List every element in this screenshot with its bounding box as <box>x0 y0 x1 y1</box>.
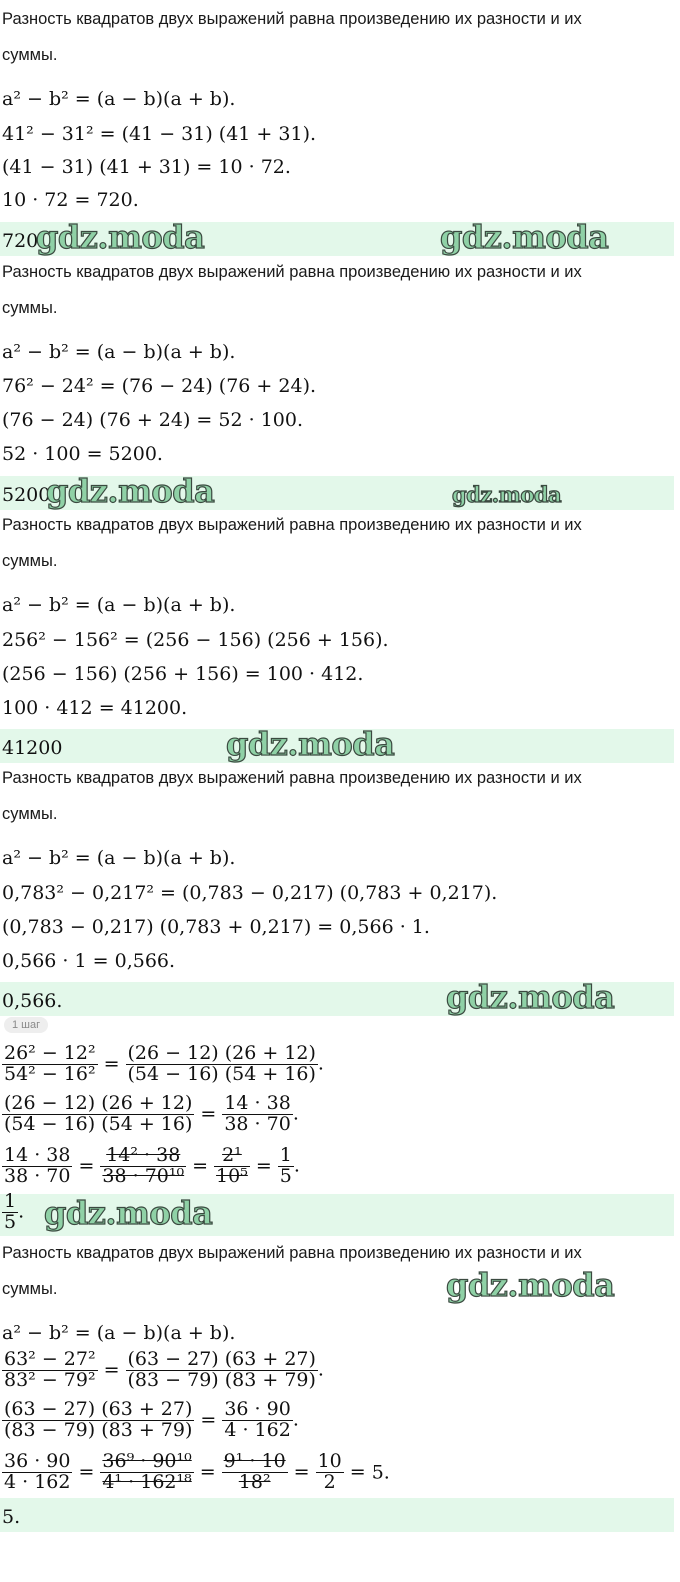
watermark: gdz.moda <box>446 978 615 1016</box>
expr-line-3: 52 · 100 = 5200. <box>2 443 163 465</box>
fraction-denominator: 83² − 79² <box>4 1368 96 1391</box>
fraction-numerator: 36 · 90 <box>4 1452 71 1472</box>
fraction-numerator: (63 − 27) (63 + 27) <box>127 1350 316 1370</box>
answer-band <box>0 725 674 763</box>
fraction <box>100 1146 186 1187</box>
answer-band <box>0 218 674 256</box>
fraction-row-2: $\frac{(63 - 27) (63 + 27)}{(83 - 79) (83 + 79)}$ = $\frac{36 \cdot 90}{4 \cdot 162}$ . <box>4 1400 299 1441</box>
answer-text: 41200 <box>2 737 63 759</box>
fraction <box>222 1452 288 1493</box>
answer-fraction: $\frac{1}{5}$ . <box>4 1190 25 1233</box>
fraction-numerator: 26² − 12² <box>4 1044 96 1064</box>
fraction-numerator: 1 <box>4 1190 17 1212</box>
answer-band <box>0 978 674 1016</box>
fraction <box>214 1146 250 1187</box>
expr-line-2: (41 − 31) (41 + 31) = 10 · 72. <box>2 156 291 178</box>
expr-line-2: (76 − 24) (76 + 24) = 52 · 100. <box>2 409 303 431</box>
answer-text: 5200 <box>2 484 51 506</box>
fraction-denominator: 4 · 162 <box>224 1418 291 1441</box>
fraction-row-1: $\frac{\text{26² − 12²}}{\text{54² − 16²}}$ = $\frac{(26 - 12) (26 + 12)}{(54 - 16) (54 + 16)}$ . <box>4 1044 324 1085</box>
expr-line-2: (256 − 156) (256 + 156) = 100 · 412. <box>2 663 364 685</box>
fraction-numerator: 63² − 27² <box>4 1350 96 1370</box>
expr-line-3: 0,566 · 1 = 0,566. <box>2 950 176 972</box>
fraction <box>2 1094 194 1135</box>
watermark: gdz.moda <box>452 482 562 507</box>
fraction <box>2 1350 98 1391</box>
fraction <box>2 1400 194 1441</box>
expr-line-3: 10 · 72 = 720. <box>2 189 139 211</box>
fraction-numerator: 36 · 90 <box>224 1400 291 1420</box>
fraction <box>2 1146 72 1187</box>
formula: a² − b² = (a − b)(a + b). <box>2 847 236 869</box>
fraction-numerator: 14 · 38 <box>224 1094 291 1114</box>
fraction-denominator: 2 <box>323 1470 336 1493</box>
fraction-denominator: 4 · 162 <box>4 1470 71 1493</box>
fraction-denominator: 5 <box>279 1164 292 1187</box>
fraction-row-3: $\frac{14 \cdot 38}{38 \cdot 70}$ = $\frac{\text{14² · 38}}{\text{38 · 70¹⁰}}$ = $\frac{\text{2¹}}{\text{10⁵}}$ = $\frac{1}{5}$ . <box>4 1146 300 1187</box>
fraction-numerator: 36⁹ · 90¹⁰ <box>102 1452 192 1472</box>
fraction <box>316 1452 344 1493</box>
rule-line-2: суммы. <box>2 805 58 823</box>
fraction <box>126 1350 318 1391</box>
answer-band <box>0 1498 674 1532</box>
expr-line-1: 76² − 24² = (76 − 24) (76 + 24). <box>2 375 317 397</box>
rule-line-1: Разность квадратов двух выражений равна произведению их разности и их <box>2 263 582 281</box>
rule-line-2: суммы. <box>2 299 58 317</box>
fraction <box>2 1452 72 1493</box>
fraction-numerator: 10 <box>317 1452 342 1472</box>
watermark: gdz.moda <box>226 725 395 763</box>
fraction-row-2: $\frac{(26 - 12) (26 + 12)}{(54 - 16) (54 + 16)}$ = $\frac{14 \cdot 38}{38 \cdot 70}$ . <box>4 1094 299 1135</box>
fraction-denominator: (83 − 79) (83 + 79) <box>127 1368 316 1391</box>
rule-line-1: Разность квадратов двух выражений равна произведению их разности и их <box>2 1244 582 1262</box>
fraction-numerator: 14² · 38 <box>100 1146 186 1167</box>
expr-line-1: 0,783² − 0,217² = (0,783 − 0,217) (0,783 + 0,217). <box>2 882 498 904</box>
fraction <box>126 1044 318 1085</box>
fraction-numerator: (63 − 27) (63 + 27) <box>4 1400 193 1420</box>
fraction-denominator: 38 · 70 <box>4 1164 71 1187</box>
rule-line-2: суммы. <box>2 552 58 570</box>
fraction-row-1: $\frac{\text{63² − 27²}}{\text{83² − 79²}}$ = $\frac{(63 - 27) (63 + 27)}{(83 - 79) (83 + 79)}$ . <box>4 1350 324 1391</box>
fraction <box>100 1452 193 1493</box>
fraction-denominator: 10⁵ <box>216 1164 248 1187</box>
fraction-denominator: (83 − 79) (83 + 79) <box>4 1418 193 1441</box>
fraction-denominator: 18² <box>238 1470 271 1493</box>
rule-line-2: суммы. <box>2 46 58 64</box>
answer-text: 0,566. <box>2 990 63 1012</box>
step-badge: 1 шаг <box>4 1017 48 1033</box>
fraction-numerator: (26 − 12) (26 + 12) <box>4 1094 193 1114</box>
answer-band <box>0 472 674 510</box>
expr-line-1: 256² − 156² = (256 − 156) (256 + 156). <box>2 629 389 651</box>
watermark: gdz.moda <box>446 1266 615 1304</box>
fraction-row-3: $\frac{36 \cdot 90}{4 \cdot 162}$ = $\frac{\text{36⁹ · 90¹⁰}}{\text{4¹ · 162¹⁸}}$ = $\frac{\text{9¹ · 10}}{\text{18²}}$ = $\frac{10}{2}$ = 5. <box>4 1452 390 1493</box>
result-value: 5. <box>371 1461 390 1484</box>
watermark: gdz.moda <box>44 1194 213 1232</box>
expr-line-3: 100 · 412 = 41200. <box>2 697 188 719</box>
fraction <box>222 1094 292 1135</box>
fraction-numerator: 2¹ <box>214 1146 250 1167</box>
fraction-denominator: 5 <box>4 1210 17 1233</box>
fraction-denominator: (54 − 16) (54 + 16) <box>127 1062 316 1085</box>
fraction-numerator: 1 <box>279 1146 292 1166</box>
formula: a² − b² = (a − b)(a + b). <box>2 1322 236 1344</box>
answer-text: 720 <box>2 230 39 252</box>
rule-line-1: Разность квадратов двух выражений равна произведению их разности и их <box>2 516 582 534</box>
fraction-numerator: (26 − 12) (26 + 12) <box>127 1044 316 1064</box>
fraction <box>278 1146 294 1187</box>
watermark: gdz.moda <box>46 472 215 510</box>
fraction-denominator: 38 · 70¹⁰ <box>102 1164 185 1187</box>
fraction-numerator: 9¹ · 10 <box>223 1452 286 1472</box>
fraction-denominator: 54² − 16² <box>4 1062 96 1085</box>
rule-line-2: суммы. <box>2 1280 58 1298</box>
fraction <box>2 1044 98 1085</box>
fraction-denominator: 4¹ · 162¹⁸ <box>102 1470 192 1493</box>
rule-line-1: Разность квадратов двух выражений равна произведению их разности и их <box>2 10 582 28</box>
formula: a² − b² = (a − b)(a + b). <box>2 341 236 363</box>
fraction-denominator: (54 − 16) (54 + 16) <box>4 1112 193 1135</box>
watermark: gdz.moda <box>36 218 205 256</box>
fraction <box>222 1400 292 1441</box>
fraction-denominator: 38 · 70 <box>224 1112 291 1135</box>
watermark: gdz.moda <box>440 218 609 256</box>
formula: a² − b² = (a − b)(a + b). <box>2 88 236 110</box>
expr-line-1: 41² − 31² = (41 − 31) (41 + 31). <box>2 123 317 145</box>
rule-line-1: Разность квадратов двух выражений равна произведению их разности и их <box>2 769 582 787</box>
answer-text: 5. <box>2 1506 21 1528</box>
formula: a² − b² = (a − b)(a + b). <box>2 594 236 616</box>
answer-band <box>0 1190 674 1236</box>
fraction-numerator: 14 · 38 <box>4 1146 71 1166</box>
expr-line-2: (0,783 − 0,217) (0,783 + 0,217) = 0,566 · 1. <box>2 916 430 938</box>
